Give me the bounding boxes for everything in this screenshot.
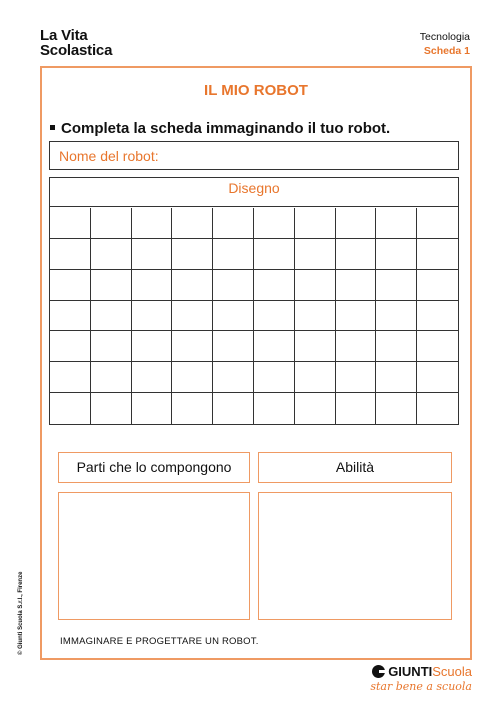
grid-cell[interactable] [417, 270, 458, 301]
instruction-text: Completa la scheda immaginando il tuo robot. [61, 120, 391, 137]
subject-label: Tecnologia [419, 31, 470, 43]
grid-cell[interactable] [213, 362, 254, 393]
grid-cell[interactable] [417, 393, 458, 424]
grid-cell[interactable] [172, 362, 213, 393]
grid-cell[interactable] [50, 270, 91, 301]
magazine-logo [40, 28, 112, 58]
worksheet-frame [40, 66, 472, 660]
grid-cell[interactable] [295, 393, 336, 424]
grid-cell[interactable] [254, 393, 295, 424]
grid-cell[interactable] [213, 270, 254, 301]
grid-cell[interactable] [213, 331, 254, 362]
grid-cell[interactable] [295, 331, 336, 362]
grid-cell[interactable] [376, 270, 417, 301]
grid-cell[interactable] [417, 362, 458, 393]
publisher-tagline: star bene a scuola [370, 680, 472, 693]
subject-header [420, 30, 470, 58]
grid-cell[interactable] [295, 239, 336, 270]
grid-cell[interactable] [50, 301, 91, 332]
grid-cell[interactable] [254, 301, 295, 332]
publisher-sub: Scuola [432, 664, 472, 679]
grid-cell[interactable] [254, 362, 295, 393]
grid-cell[interactable] [376, 331, 417, 362]
learning-objective: IMMAGINARE E PROGETTARE UN ROBOT. [60, 636, 259, 647]
grid-cell[interactable] [50, 208, 91, 239]
grid-cell[interactable] [417, 239, 458, 270]
publisher-brand [370, 664, 472, 679]
grid-cell[interactable] [336, 393, 377, 424]
grid-cell[interactable] [376, 393, 417, 424]
drawing-label: Disegno [50, 178, 458, 207]
grid-cell[interactable] [50, 393, 91, 424]
grid-cell[interactable] [295, 301, 336, 332]
grid-cell[interactable] [132, 270, 173, 301]
drawing-grid[interactable] [50, 208, 458, 424]
grid-cell[interactable] [50, 239, 91, 270]
grid-cell[interactable] [254, 208, 295, 239]
logo-line-2: Scolastica [40, 42, 113, 59]
grid-cell[interactable] [336, 331, 377, 362]
grid-cell[interactable] [91, 239, 132, 270]
grid-cell[interactable] [132, 393, 173, 424]
grid-cell[interactable] [91, 393, 132, 424]
grid-cell[interactable] [172, 393, 213, 424]
grid-cell[interactable] [132, 301, 173, 332]
sheet-label: Scheda 1 [423, 45, 470, 57]
grid-cell[interactable] [50, 331, 91, 362]
robot-name-label: Nome del robot: [59, 148, 159, 164]
grid-cell[interactable] [213, 393, 254, 424]
grid-cell[interactable] [376, 208, 417, 239]
robot-name-field[interactable] [49, 141, 459, 170]
grid-cell[interactable] [336, 239, 377, 270]
grid-cell[interactable] [417, 331, 458, 362]
grid-cell[interactable] [295, 362, 336, 393]
grid-cell[interactable] [213, 239, 254, 270]
grid-cell[interactable] [417, 301, 458, 332]
grid-cell[interactable] [254, 270, 295, 301]
drawing-area[interactable] [49, 177, 459, 425]
grid-cell[interactable] [172, 331, 213, 362]
grid-cell[interactable] [91, 331, 132, 362]
grid-cell[interactable] [336, 270, 377, 301]
parts-answer-box[interactable] [58, 492, 250, 620]
grid-cell[interactable] [50, 362, 91, 393]
grid-cell[interactable] [336, 362, 377, 393]
grid-cell[interactable] [91, 362, 132, 393]
grid-cell[interactable] [132, 331, 173, 362]
grid-cell[interactable] [172, 270, 213, 301]
grid-cell[interactable] [132, 208, 173, 239]
grid-cell[interactable] [91, 270, 132, 301]
bullet-icon [50, 125, 55, 130]
publisher-name: GIUNTI [388, 664, 433, 679]
grid-cell[interactable] [376, 239, 417, 270]
grid-cell[interactable] [172, 301, 213, 332]
giunti-g-icon [372, 665, 385, 678]
grid-cell[interactable] [376, 362, 417, 393]
abilities-header: Abilità [258, 452, 452, 483]
grid-cell[interactable] [295, 270, 336, 301]
grid-cell[interactable] [91, 208, 132, 239]
grid-cell[interactable] [376, 301, 417, 332]
grid-cell[interactable] [132, 362, 173, 393]
grid-cell[interactable] [213, 208, 254, 239]
instruction [50, 120, 390, 137]
grid-cell[interactable] [254, 331, 295, 362]
grid-cell[interactable] [172, 239, 213, 270]
grid-cell[interactable] [417, 208, 458, 239]
grid-cell[interactable] [172, 208, 213, 239]
grid-cell[interactable] [132, 239, 173, 270]
copyright-notice: © Giunti Scuola S.r.l., Firenze [18, 571, 24, 655]
grid-cell[interactable] [295, 208, 336, 239]
worksheet-title: IL MIO ROBOT [204, 82, 308, 99]
publisher-logo [370, 664, 472, 693]
logo-line-1: La Vita [40, 27, 88, 44]
parts-header: Parti che lo compongono [58, 452, 250, 483]
grid-cell[interactable] [91, 301, 132, 332]
grid-cell[interactable] [213, 301, 254, 332]
grid-cell[interactable] [336, 208, 377, 239]
grid-cell[interactable] [254, 239, 295, 270]
abilities-answer-box[interactable] [258, 492, 452, 620]
grid-cell[interactable] [336, 301, 377, 332]
